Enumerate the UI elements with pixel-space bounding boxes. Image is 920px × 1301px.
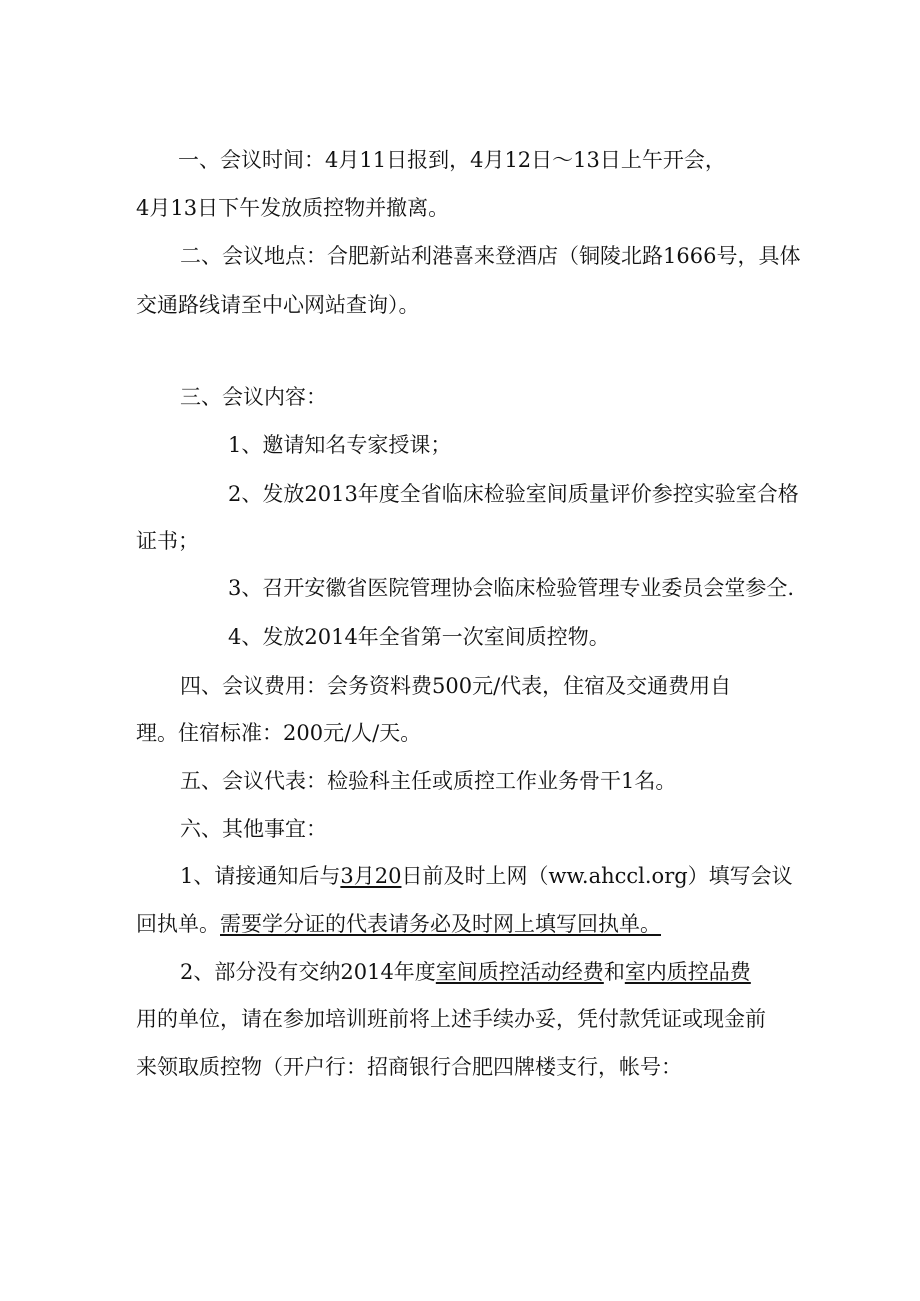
meeting-time-line: 一、会议时间：4月11日报到，4月12日～13日上午开会， [178,148,726,172]
content-item-2: 2、发放2013年度全省临床检验室间质量评价参控实验室合格 [228,482,799,506]
other-item-2-continuation-2: 来领取质控物（开户行：招商银行合肥四牌楼支行，帐号： [136,1055,682,1079]
other-item-2 [180,958,751,986]
other-item-2-and: 和 [603,960,625,984]
meeting-location-line: 二、会议地点：合肥新站利港喜来登酒店（铜陵北路1666号，具体 [180,244,801,268]
content-item-3: 3、召开安徽省医院管理协会临床检验管理专业委员会堂参仝. [228,576,795,600]
content-item-1: 1、邀请知名专家授课； [228,433,452,457]
receipt-text: 回执单。 [136,912,220,936]
meeting-fee-continuation: 理。住宿标准：200元/人/天。 [136,721,422,745]
deadline-date: 3月20 [340,864,402,888]
other-item-1-text-b: 日前及时上网（ww.ahccl.org）填写会议 [401,864,793,888]
other-item-1 [180,862,793,890]
content-item-2-continuation: 证书； [136,529,199,553]
other-item-2-text-a: 2、部分没有交纳2014年度 [180,960,436,984]
content-item-4: 4、发放2014年全省第一次室间质控物。 [228,625,610,649]
meeting-time-continuation: 4月13日下午发放质控物并撤离。 [136,196,450,220]
other-item-2-continuation-1: 用的单位，请在参加培训班前将上述手续办妥，凭付款凭证或现金前 [136,1007,766,1031]
other-item-1-text-a: 1、请接通知后与 [180,864,341,888]
meeting-representative-line: 五、会议代表：检验科主任或质控工作业务骨干1名。 [180,769,677,793]
other-matters-heading: 六、其他事宜： [180,817,327,841]
credit-certificate-note: 需要学分证的代表请务必及时网上填写回执单。 [220,912,661,936]
meeting-location-continuation: 交通路线请至中心网站查询）。 [136,293,420,317]
meeting-fee-line: 四、会议费用：会务资料费500元/代表，住宿及交通费用自 [180,674,732,698]
eqa-activity-fee: 室间质控活动经费 [435,960,604,984]
meeting-content-heading: 三、会议内容： [180,385,327,409]
other-item-1-continuation [136,910,661,938]
iqc-material-fee: 室内质控品费 [624,960,751,984]
